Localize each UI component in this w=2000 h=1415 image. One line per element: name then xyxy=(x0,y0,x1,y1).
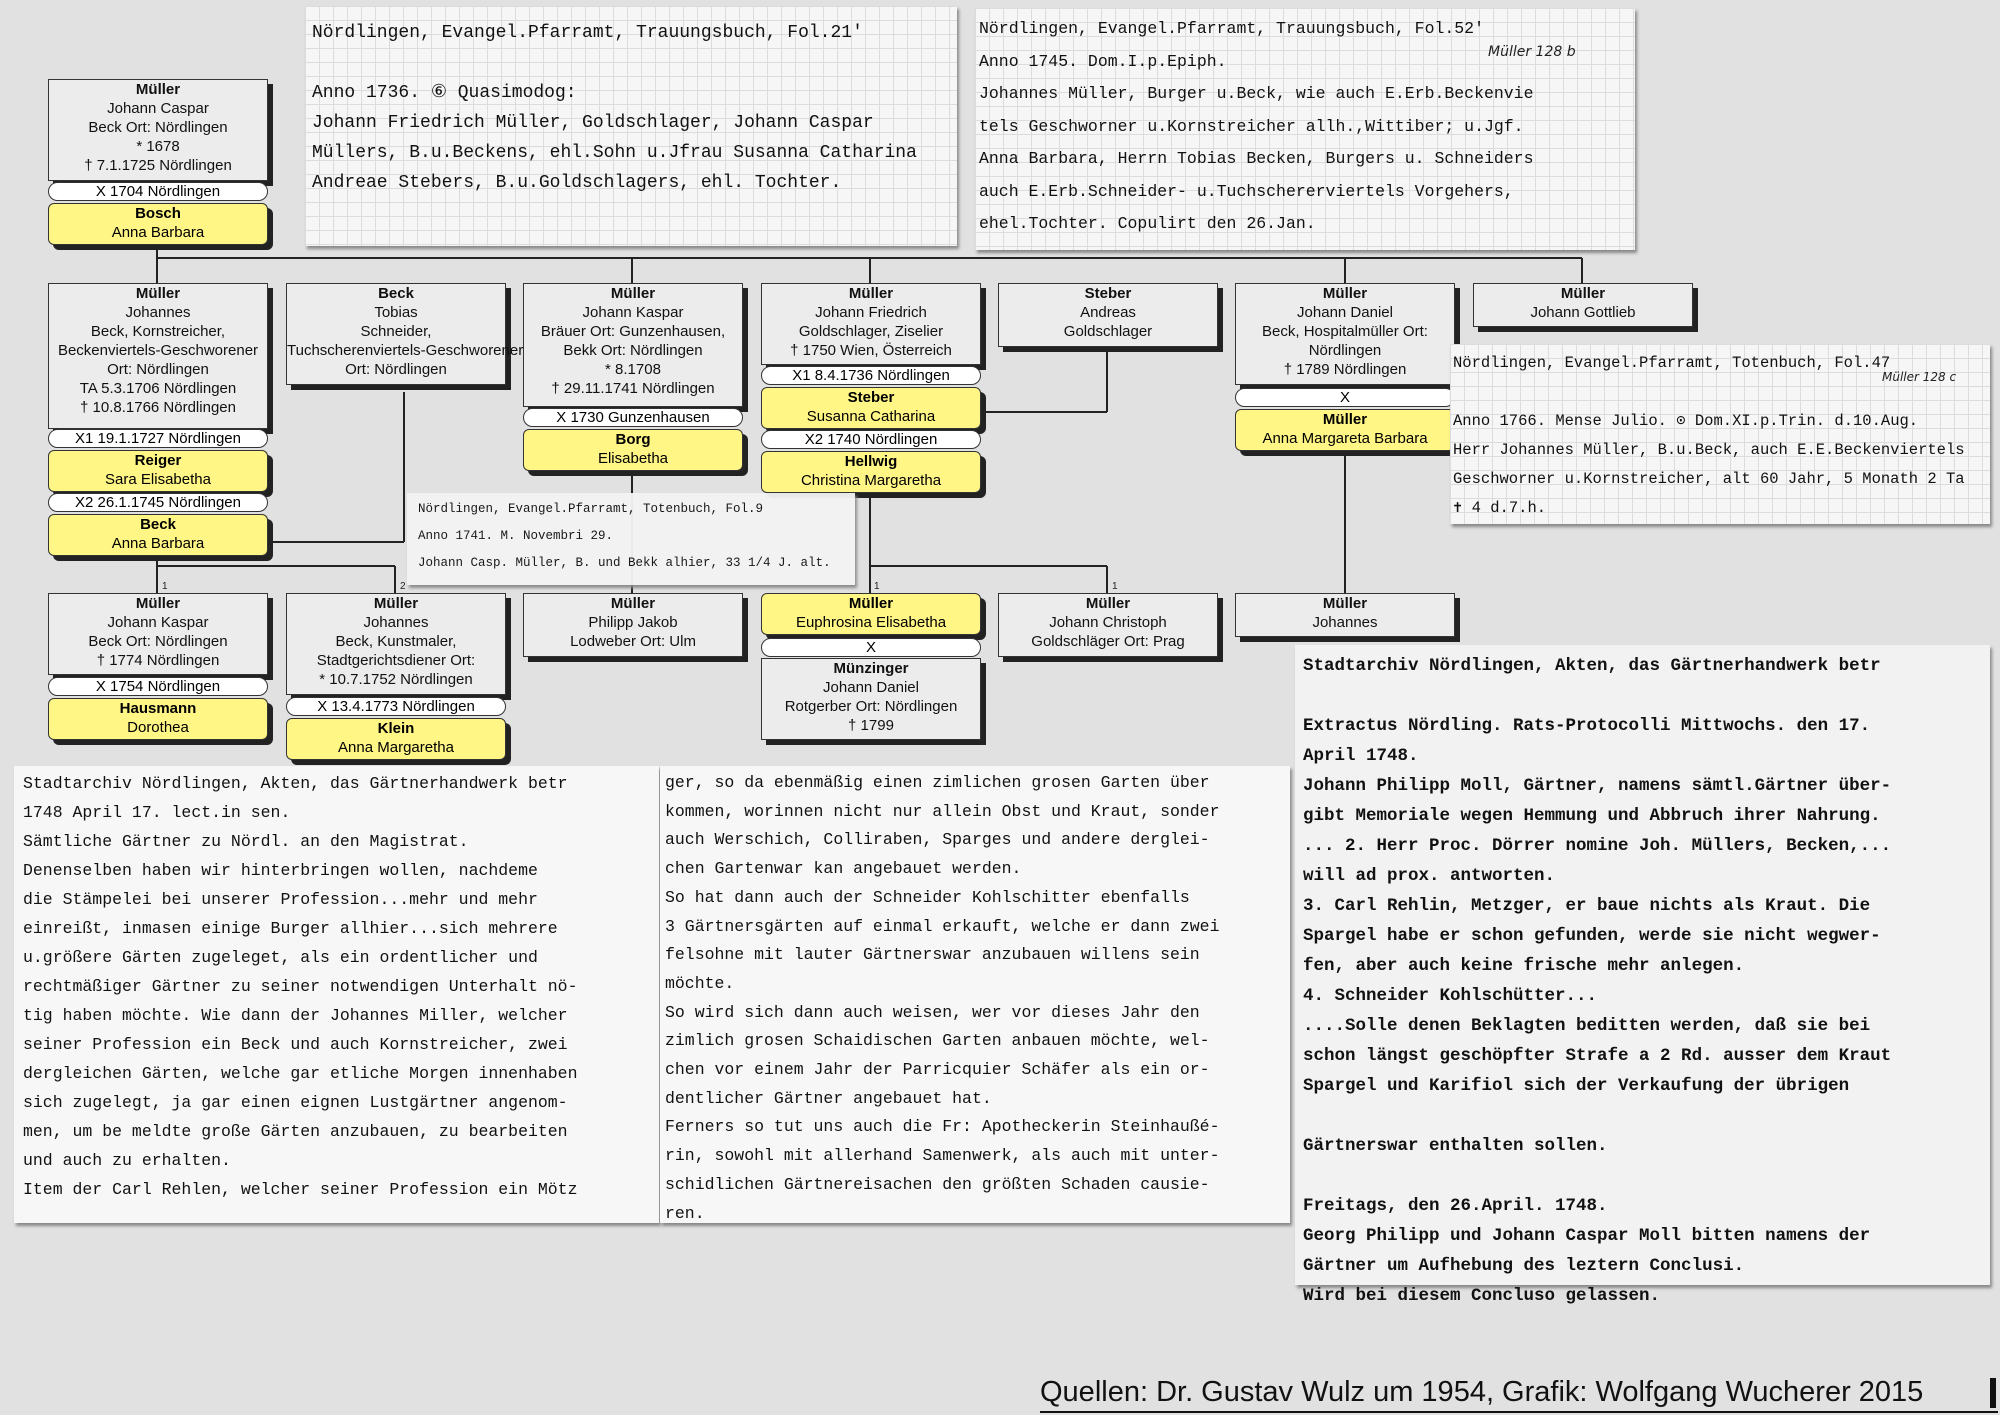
person-box[interactable]: Müller Johannes Beck, Kornstreicher, Beckenviertels-Geschworener Ort: Nördlingen TA 5.3.1706 Nördlingen † 10.8.1766 Nördlingen xyxy=(48,283,268,429)
doc-akten-part1: Stadtarchiv Nördlingen, Akten, das Gärtnerhandwerk betr 1748 April 17. lect.in sen. Sämtliche Gärtner zu Nördl. an den Magistrat. Denenselben haben wir hinterbringen wollen, nachdeme die Stämpelei bei unserer Profession...mehr und mehr einreißt, inmasen einige Burger allhier...sich mehrere u.größere Gärten zugeleget, als ein ordentlicher und rechtmäßiger Gärtner zu seiner notwendigen Unterhalt nö- tig haben möchte. Wie dann der Johannes Miller, welcher seiner Profession ein Beck und auch Kornstreicher, zwei dergleichen Gärten, welche gar etliche Morgen innenhaben sich zugelegt, ja gar einen eignen Lustgärtner angenom- men, um be meldte große Gärten anzubauen, zu bearbeiten und auch zu erhalten. Item der Carl Rehlen, welcher seiner Profession ein Mötz xyxy=(14,766,659,1223)
person-box[interactable]: Müller Johann Kaspar Beck Ort: Nördlingen † 1774 Nördlingen xyxy=(48,593,268,675)
spouse-box[interactable]: Klein Anna Margaretha xyxy=(286,718,506,760)
person-box[interactable]: Müller Johann Gottlieb xyxy=(1473,283,1693,327)
marriage-label: X1 8.4.1736 Nördlingen xyxy=(761,366,981,385)
edge-number: 1 xyxy=(1112,581,1118,592)
spouse-box[interactable]: Borg Elisabetha xyxy=(523,429,743,471)
doc-akten-protokoll: Stadtarchiv Nördlingen, Akten, das Gärtnerhandwerk betr Extractus Nördling. Rats-Protocolli Mittwochs. den 17. April 1748. Johann Philipp Moll, Gärtner, namens sämtl.Gärtner über- gibt Memoriale wegen Hemmung und Abbruch ihrer Nahrung. ... 2. Herr Proc. Dörrer nomine Joh. Müllers, Becken,... will ad prox. antworten. 3. Carl Rehlin, Metzger, er baue nichts als Kraut. Die Spargel habe er schon gefunden, werde sie nicht wegwer- fen, aber auch keine frische mehr anlegen. 4. Schneider Kohlschütter... ....Solle denen Beklagten beditten werden, daß sie bei schon längst geschöpfter Strafe a 2 Rd. ausser dem Kraut Spargel und Karifiol sich der Verkaufung der übrigen Gärtnerswar enthalten sollen. Freitags, den 26.April. 1748. Georg Philipp und Johann Caspar Moll bitten namens der Gärtner um Aufhebung des leztern Conclusi. Wird bei diesem Concluso gelassen. xyxy=(1295,645,1990,1285)
person-box[interactable]: Müller Johann Christoph Goldschläger Ort: Prag xyxy=(998,593,1218,657)
person-box[interactable]: Beck Tobias Schneider, Tuchscherenviertels-Geschworener Ort: Nördlingen xyxy=(286,283,506,385)
edge-number: 2 xyxy=(400,581,406,592)
person-box[interactable]: Müller Philipp Jakob Lodweber Ort: Ulm xyxy=(523,593,743,657)
marriage-label: X xyxy=(1235,388,1455,407)
doc-trauungsbuch-fol21: Nördlingen, Evangel.Pfarramt, Trauungsbuch, Fol.21' Anno 1736. ⑥ Quasimodog: Johann Friedrich Müller, Goldschlager, Johann Caspar Müllers, B.u.Beckens, ehl.Sohn u.Jfrau Susanna Catharina Andreae Stebers, B.u.Goldschlagers, ehl. Tochter. xyxy=(305,6,957,246)
spouse-box[interactable]: Münzinger Johann Daniel Rotgerber Ort: Nördlingen † 1799 xyxy=(761,658,981,740)
person-box[interactable]: Müller Johann Daniel Beck, Hospitalmüller Ort: Nördlingen † 1789 Nördlingen xyxy=(1235,283,1455,385)
marriage-label: X 1754 Nördlingen xyxy=(48,677,268,696)
doc-totenbuch-fol47: Nördlingen, Evangel.Pfarramt, Totenbuch, Fol.47 Anno 1766. Mense Julio. ⊙ Dom.XI.p.Trin. d.10.Aug. Herr Johannes Müller, B.u.Beck, auch E.E.Beckenviertels Geschworner u.Kornstreicher, alt 60 Jahr, 5 Monath 2 Ta ✝ 4 d.7.h. xyxy=(1450,344,1990,524)
marriage-label: X1 19.1.1727 Nördlingen xyxy=(48,429,268,448)
spouse-box[interactable]: Steber Susanna Catharina xyxy=(761,387,981,429)
spouse-box[interactable]: Reiger Sara Elisabetha xyxy=(48,450,268,492)
marriage-label: X 1704 Nördlingen xyxy=(48,182,268,201)
spouse-box[interactable]: Hausmann Dorothea xyxy=(48,698,268,740)
person-box[interactable]: Müller Johann Kaspar Bräuer Ort: Gunzenhausen, Bekk Ort: Nördlingen * 8.1708 † 29.11.1741 Nördlingen xyxy=(523,283,743,407)
doc-akten-part2: ger, so da ebenmäßig einen zimlichen grosen Garten über kommen, worinnen nicht nur allein Obst und Kraut, sonder auch Werschich, Colliraben, Sparges und andere derglei- chen Gartenwar kan angebauet werden. So hat dann auch der Schneider Kohlschitter ebenfalls 3 Gärtnersgärten auf einmal erkauft, welche er dann zwei felsohne mit lauter Gärtnerswar anzubauen willens sein möchte. So wird sich dann auch weisen, wer vor dieses Jahr den zimlich grosen Schaidischen Garten anbauen möchte, wel- chen vor einem Jahr der Parricquier Schäfer als ein or- dentlicher Gärtner angebauet hat. Ferners so tut uns auch die Fr: Apotheckerin Steinhaußé- rin, sowohl mit allerhand Samenwerk, als auch mit unter- schidlichen Gärtnereisachen den größten Schaden causie- ren. xyxy=(660,766,1290,1223)
marriage-label: X2 26.1.1745 Nördlingen xyxy=(48,493,268,512)
doc-trauungsbuch-fol52: Nördlingen, Evangel.Pfarramt, Trauungsbuch, Fol.52' Anno 1745. Dom.I.p.Epiph. Johannes Müller, Burger u.Beck, wie auch E.Erb.Beckenvie tels Geschworner u.Kornstreicher allh.,Wittiber; u.Jgf. Anna Barbara, Herrn Tobias Becken, Burgers u. Schneiders auch E.Erb.Schneider- u.Tuchschererviertels Vorgehers, ehel.Tochter. Copulirt den 26.Jan. xyxy=(975,8,1635,250)
person-box[interactable]: Müller Johann Friedrich Goldschlager, Ziselier † 1750 Wien, Österreich xyxy=(761,283,981,365)
spouse-box[interactable]: Hellwig Christina Margaretha xyxy=(761,451,981,493)
edge-number: 1 xyxy=(162,581,168,592)
edge-number: 1 xyxy=(874,581,880,592)
caption-bar xyxy=(1990,1378,1996,1408)
caption-underline xyxy=(1040,1411,1998,1413)
handwritten-note: Müller 128 b xyxy=(1488,44,1576,60)
source-caption: Quellen: Dr. Gustav Wulz um 1954, Grafik: Wolfgang Wucherer 2015 xyxy=(1040,1376,1924,1408)
person-box[interactable]: Steber Andreas Goldschlager xyxy=(998,283,1218,347)
spouse-box[interactable]: Bosch Anna Barbara xyxy=(48,203,268,245)
person-box[interactable]: Müller Johannes xyxy=(1235,593,1455,637)
marriage-label: X xyxy=(761,638,981,657)
spouse-box[interactable]: Beck Anna Barbara xyxy=(48,514,268,556)
marriage-label: X 1730 Gunzenhausen xyxy=(523,408,743,427)
marriage-label: X 13.4.1773 Nördlingen xyxy=(286,697,506,716)
doc-totenbuch-fol9: Nördlingen, Evangel.Pfarramt, Totenbuch, Fol.9 Anno 1741. M. Novembri 29. Johann Casp. Müller, B. und Bekk alhier, 33 1/4 J. alt. xyxy=(407,493,855,585)
spouse-box[interactable]: Müller Anna Margareta Barbara xyxy=(1235,409,1455,451)
handwritten-note: Müller 128 c xyxy=(1882,370,1957,384)
person-box[interactable]: Müller Johannes Beck, Kunstmaler, Stadtgerichtsdiener Ort: * 10.7.1752 Nördlingen xyxy=(286,593,506,695)
person-box[interactable]: Müller Johann Caspar Beck Ort: Nördlingen * 1678 † 7.1.1725 Nördlingen xyxy=(48,79,268,181)
marriage-label: X2 1740 Nördlingen xyxy=(761,430,981,449)
person-box-highlight[interactable]: Müller Euphrosina Elisabetha xyxy=(761,593,981,635)
